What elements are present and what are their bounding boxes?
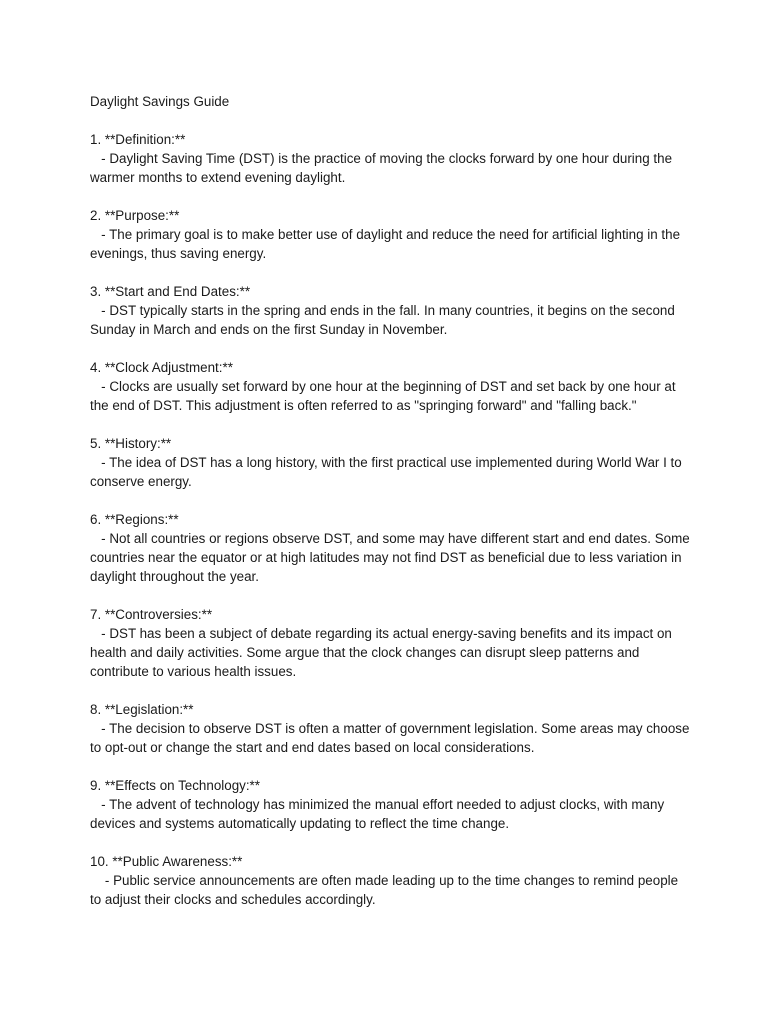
section-body: - The idea of DST has a long history, with the first practical use implemented during World War I to conserve energy. (90, 455, 686, 489)
section-start-end-dates (90, 282, 690, 339)
section-regions (90, 510, 694, 586)
section-body: - Clocks are usually set forward by one hour at the beginning of DST and set back by one hour at the end of DST. This adjustment is often referred to as "springing forward" and "falling back." (90, 379, 680, 413)
section-body: - DST has been a subject of debate regarding its actual energy-saving benefits and its impact on health and daily activities. Some argue that the clock changes can disrupt sleep patterns and contribute to various health issues. (90, 626, 676, 679)
section-heading: 6. **Regions:** (90, 512, 179, 527)
section-heading: 4. **Clock Adjustment:** (90, 360, 233, 375)
section-heading: 9. **Effects on Technology:** (90, 778, 260, 793)
section-heading: 1. **Definition:** (90, 132, 186, 147)
section-purpose (90, 206, 690, 263)
section-body: - Not all countries or regions observe DST, and some may have different start and end dates. Some countries near the equator or at high latitudes may not find DST as beneficial due to less variation in daylight throughout the year. (90, 531, 694, 584)
section-legislation (90, 700, 694, 757)
section-history (90, 434, 690, 491)
section-body: - Public service announcements are often made leading up to the time changes to remind people to adjust their clocks and schedules accordingly. (90, 873, 682, 907)
section-heading: 5. **History:** (90, 436, 172, 451)
section-definition (90, 130, 690, 187)
section-controversies (90, 605, 690, 681)
section-clock-adjustment (90, 358, 690, 415)
document-page (90, 92, 694, 928)
section-body: - Daylight Saving Time (DST) is the practice of moving the clocks forward by one hour during the warmer months to extend evening daylight. (90, 151, 676, 185)
section-heading: 8. **Legislation:** (90, 702, 194, 717)
section-heading: 10. **Public Awareness:** (90, 854, 243, 869)
document-title: Daylight Savings Guide (90, 94, 230, 109)
section-heading: 2. **Purpose:** (90, 208, 180, 223)
section-body: - The advent of technology has minimized the manual effort needed to adjust clocks, with many devices and systems automatically updating to reflect the time change. (90, 797, 668, 831)
section-heading: 7. **Controversies:** (90, 607, 213, 622)
section-body: - The primary goal is to make better use of daylight and reduce the need for artificial lighting in the evenings, thus saving energy. (90, 227, 684, 261)
section-heading: 3. **Start and End Dates:** (90, 284, 251, 299)
section-body: - DST typically starts in the spring and ends in the fall. In many countries, it begins on the second Sunday in March and ends on the first Sunday in November. (90, 303, 679, 337)
section-body: - The decision to observe DST is often a matter of government legislation. Some areas may choose to opt-out or change the start and end dates based on local considerations. (90, 721, 694, 755)
section-effects-on-technology (90, 776, 690, 833)
section-public-awareness (90, 852, 690, 909)
